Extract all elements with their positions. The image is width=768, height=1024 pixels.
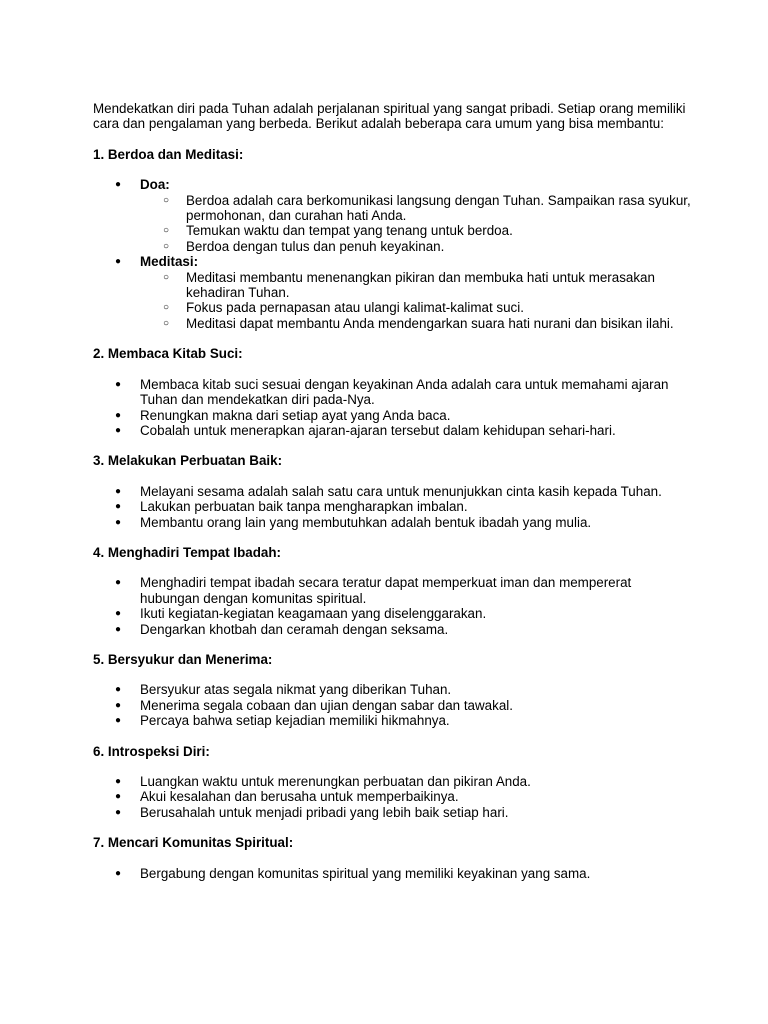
document-page (93, 101, 693, 896)
list-item: ● Bersyukur atas segala nikmat yang diberikan Tuhan. (93, 682, 693, 697)
list-item (93, 254, 693, 331)
list-item: ● Menghadiri tempat ibadah secara teratur dapat memperkuat iman dan mempererat hubungan dengan komunitas spiritual. (93, 575, 693, 606)
list-item: ● Bergabung dengan komunitas spiritual yang memiliki keyakinan yang sama. (93, 866, 693, 881)
bullet-list (93, 866, 693, 881)
bullet-list (93, 484, 693, 530)
list-item: ● Menerima segala cobaan dan ujian dengan sabar dan tawakal. (93, 698, 693, 713)
sub-bullet-list (140, 270, 693, 332)
list-item: ● Dengarkan khotbah dan ceramah dengan seksama. (93, 622, 693, 637)
list-item: ● Melayani sesama adalah salah satu cara untuk menunjukkan cinta kasih kepada Tuhan. (93, 484, 693, 499)
sub-bullet-list (140, 193, 693, 255)
sub-list-item: ○ Berdoa dengan tulus dan penuh keyakinan. (140, 239, 693, 254)
intro-paragraph: Mendekatkan diri pada Tuhan adalah perjalanan spiritual yang sangat pribadi. Setiap orang memiliki cara dan pengalaman yang berbeda. Berikut adalah beberapa cara umum yang bisa membantu: (93, 101, 686, 132)
bullet-list (93, 575, 693, 637)
list-item: ● Berusahalah untuk menjadi pribadi yang lebih baik setiap hari. (93, 805, 693, 820)
section-heading: 7. Mencari Komunitas Spiritual: (93, 835, 294, 851)
bullet-list (93, 177, 693, 331)
section-heading: 3. Melakukan Perbuatan Baik: (93, 453, 283, 469)
section-heading: 6. Introspeksi Diri: (93, 743, 210, 759)
bullet-list (93, 377, 693, 439)
section-heading: 4. Menghadiri Tempat Ibadah: (93, 544, 281, 560)
list-item (93, 177, 693, 254)
subsection-label: ● Doa: (140, 177, 170, 193)
bullet-list (93, 682, 693, 728)
sub-list-item: ○ Berdoa adalah cara berkomunikasi langsung dengan Tuhan. Sampaikan rasa syukur, permohonan, dan curahan hati Anda. (140, 193, 693, 224)
section-heading: 2. Membaca Kitab Suci: (93, 346, 243, 362)
list-item: ● Akui kesalahan dan berusaha untuk memperbaikinya. (93, 789, 693, 804)
list-item: ● Ikuti kegiatan-kegiatan keagamaan yang diselenggarakan. (93, 606, 693, 621)
list-item: ● Cobalah untuk menerapkan ajaran-ajaran tersebut dalam kehidupan sehari-hari. (93, 423, 693, 438)
section-heading: 1. Berdoa dan Meditasi: (93, 146, 244, 162)
sub-list-item: ○ Fokus pada pernapasan atau ulangi kalimat-kalimat suci. (140, 300, 693, 315)
sub-list-item: ○ Meditasi membantu menenangkan pikiran dan membuka hati untuk merasakan kehadiran Tuhan. (140, 270, 693, 301)
list-item: ● Renungkan makna dari setiap ayat yang Anda baca. (93, 408, 693, 423)
sub-list-item: ○ Meditasi dapat membantu Anda mendengarkan suara hati nurani dan bisikan ilahi. (140, 316, 693, 331)
sub-list-item: ○ Temukan waktu dan tempat yang tenang untuk berdoa. (140, 223, 693, 238)
bullet-list (93, 774, 693, 820)
section-heading: 5. Bersyukur dan Menerima: (93, 651, 273, 667)
list-item: ● Luangkan waktu untuk merenungkan perbuatan dan pikiran Anda. (93, 774, 693, 789)
list-item: ● Membantu orang lain yang membutuhkan adalah bentuk ibadah yang mulia. (93, 515, 693, 530)
list-item: ● Membaca kitab suci sesuai dengan keyakinan Anda adalah cara untuk memahami ajaran Tuhan dan mendekatkan diri pada-Nya. (93, 377, 693, 408)
list-item: ● Percaya bahwa setiap kejadian memiliki hikmahnya. (93, 713, 693, 728)
subsection-label: ● Meditasi: (140, 254, 199, 270)
list-item: ● Lakukan perbuatan baik tanpa mengharapkan imbalan. (93, 499, 693, 514)
